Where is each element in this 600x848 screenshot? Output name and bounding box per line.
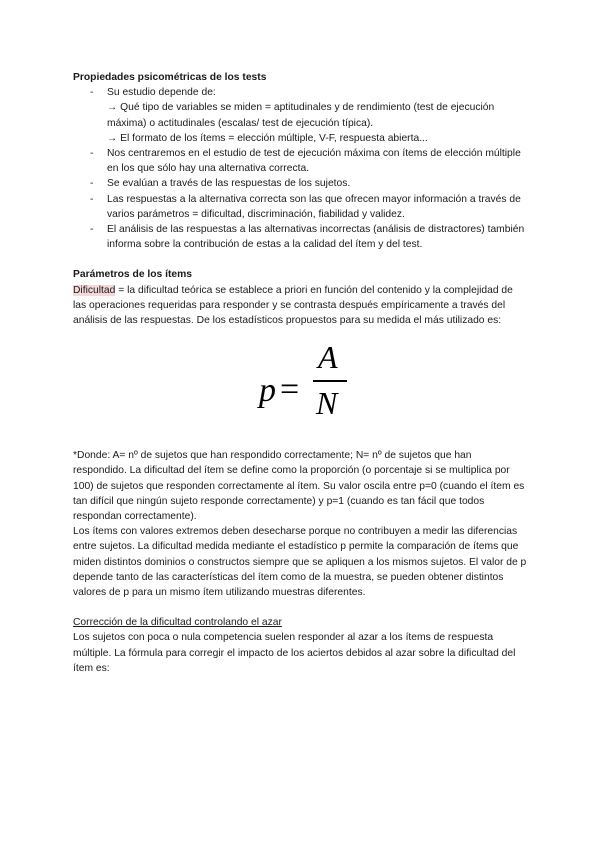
formula-equals: = [280,371,300,409]
formula-where-paragraph: *Donde: A= nº de sujetos que han respondido correctamente; N= nº de sujetos que han respondido. La dificultad del ítem se define como la proporción (o porcentaje si se multiplica por 100) de sujetos que responden correctamente al ítem. Su valor oscila entre p=0 (cuando el ítem es tan difícil que ningún sujeto responde correctamente) y p=1 (cuando es tan fácil que todos respondan correctamente). [73,450,525,523]
list-item [73,146,528,176]
list-item-text: Las respuestas a la alternativa correcta son las que ofrecen mayor información a través de varios parámetros = dificultad, discriminación, fiabilidad y validez. [107,193,521,220]
highlighted-term: Dificultad [73,284,116,296]
list-item [73,222,528,252]
dificultad-intro: = la dificultad teórica se establece a priori en función del contenido y la complejidad de las operaciones requeridas para responder y se contrasta después empíricamente a través del análisis de las respuestas. De los estadísticos propuestos para su medida el más utilizado es: [73,284,513,327]
spacer [73,252,528,267]
formula-lhs: p [259,372,276,410]
section-title-parametros: Parámetros de los ítems [73,269,193,281]
dificultad-paragraph [73,283,528,329]
section-title-propiedades: Propiedades psicométricas de los tests [73,72,267,83]
fraction-bar [313,380,347,382]
list-item [73,85,528,146]
correccion-paragraph: Los sujetos con poca o nula competencia suelen responder al azar a los ítems de respuesta múltiple. La fórmula para corregir el impacto de los aciertos debidos al azar sobre la dificultad del ítem es: [73,632,516,674]
formula-numerator: A [318,339,338,376]
extreme-values-paragraph: Los ítems con valores extremos deben desecharse porque no contribuyen a medir las diferencias entre sujetos. La dificultad medida mediante el estadístico p permite la comparación de ítems que miden distintos dominios o constructos siempre que se apliquen a los mismos sujetos. El valor de p depende tanto de las características del ítem como de la muestra, se pueden obtener distintos valores de p para un mismo ítem utilizando muestras diferentes. [73,526,527,599]
formula-denominator: N [316,385,338,422]
list-item [73,176,528,191]
sub-item-variables: → Qué tipo de variables se miden = aptitudinales y de rendimiento (test de ejecución máxima) o actitudinales (escalas/ test de ejecución típica). [107,102,495,129]
list-item-text: Se evalúan a través de las respuestas de los sujetos. [107,178,351,190]
sub-item-formato: → El formato de los ítems = elección múltiple, V-F, respuesta abierta... [107,132,428,144]
list-item [73,192,528,222]
list-item-text: Su estudio depende de: [107,87,216,99]
difficulty-formula [73,328,528,448]
propiedades-list [73,85,528,252]
document-page [73,70,528,676]
list-item-text: El análisis de las respuestas a las alternativas incorrectas (análisis de distractores) también informa sobre la contribución de estas a la calidad del ítem y del test. [107,224,525,251]
section-title-correccion: Corrección de la dificultad controlando el azar [73,617,282,629]
spacer [73,600,528,615]
list-item-text: Nos centraremos en el estudio de test de ejecución máxima con ítems de elección múltiple en los que sólo hay una alternativa correcta. [107,148,521,175]
